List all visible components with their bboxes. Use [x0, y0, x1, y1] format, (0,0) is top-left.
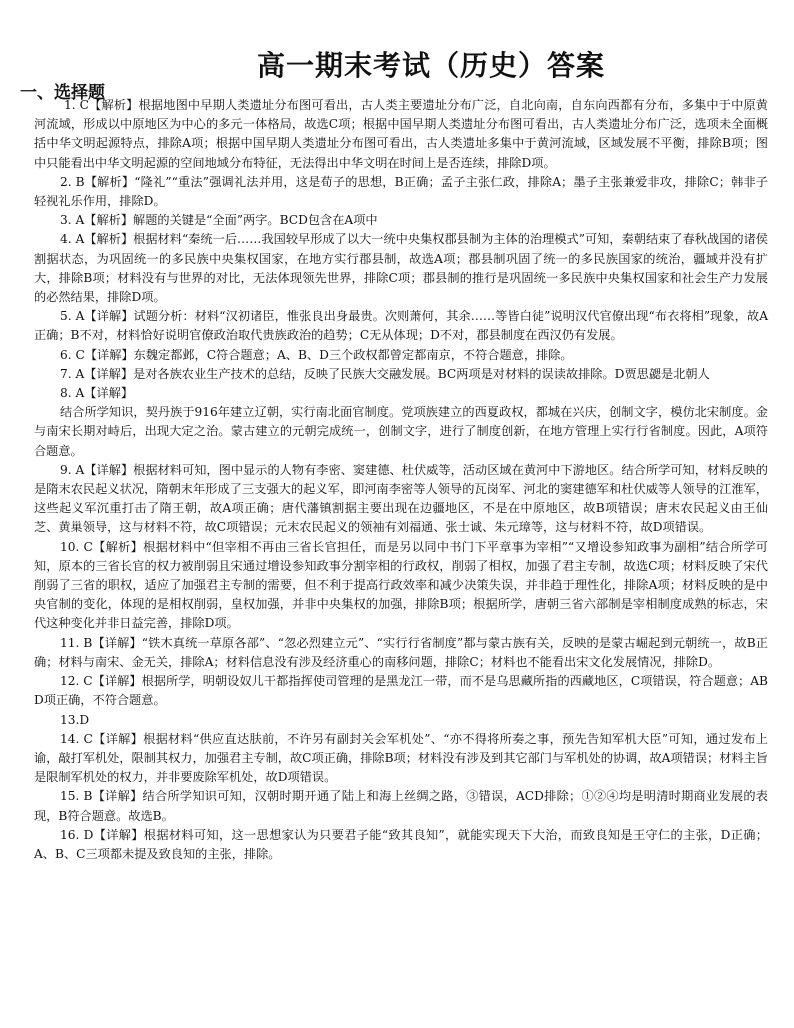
- answer-item-7: 7. A【详解】是对各族农业生产技术的总结，反映了民族大交融发展。BC两项是对材料的误读故排除。D贾思勰是北朝人: [60, 366, 710, 381]
- answer-item-14: 14. C【详解】根据材料“供应直达肤前，不许另有副封关会军机处”、“亦不得将所奏之事，预先告知军机大臣”可知，通过发布上谕，敲打军机处，限制其权力，加强君主专制，故C项正确，排除B项；材料没有涉及到其它部门与军机处的协调，故A项错误；材料主旨是限制军机处的权力，并非要废除军机处，故D项错误。: [34, 731, 768, 785]
- answer-item-16: 16. D【详解】根据材料可知，这一思想家认为只要君子能“致其良知”，就能实现天下大治，而致良知是王守仁的主张，D正确；A、B、C三项都未提及致良知的主张，排除。: [34, 827, 768, 861]
- answer-item-3: 3. A【解析】解题的关键是“全面”两字。BCD包含在A项中: [60, 213, 378, 228]
- answer-item-15: 15. B【详解】结合所学知识可知，汉朝时期开通了陆上和海上丝绸之路，③错误，ACD排除；①②④均是明清时期商业发展的表现，B符合题意。故选B。: [34, 789, 768, 823]
- page-title: 高一期末考试（历史）答案: [256, 49, 605, 82]
- answer-item-8-detail: 结合所学知识，契丹族于916年建立辽朝，实行南北面官制度。党项族建立的西夏政权，都城在兴庆，创制文字，模仿北宋制度。金与南宋长期对峙后，出现大定之治。蒙古建立的元朝完成统一，创制文字，进行了制度创新，在地方管理上实行行省制度。因此，A项符合题意。: [34, 405, 768, 458]
- answer-item-9: 9. A【详解】根据材料可知，图中显示的人物有李密、窦建德、杜伏威等，活动区域在黄河中下游地区。结合所学可知，材料反映的是隋末农民起义状况，隋朝末年形成了三支强大的起义军，即河南李密等人领导的瓦岗军、河北的窦建德军和杜伏威等人领导的江淮军，这些起义军沉重打击了隋王朝，故A项正确；唐代藩镇割据主要出现在边疆地区，不是在中原地区，故B项错误；唐末农民起义由王仙芝、黄巢领导，这与材料不符，故C项错误；元末农民起义的领袖有刘福通、张士诚、朱元璋等，这与材料不符，故D项错误。: [34, 462, 768, 535]
- answer-item-1: 1. C【解析】根据地图中早期人类遗址分布图可看出，古人类主要遗址分布广泛，自北向南，自东向西都有分布，多集中于中原黄河流域，形成以中原地区为中心的多元一体格局，故选C项；根据中国早期人类遗址分布图可看出，古人类遗址分布广泛，选项未全面概括中华文明起源特点，排除A项；根据中国早期人类遗址分布图可看出，古人类遗址多集中于黄河流域，区域发展不平衡，排除B项；图中只能看出中华文明起源的空间地域分布特征，无法得出中华文明在时间上是否连续，排除D项。: [34, 98, 768, 170]
- answer-item-10: 10. C【解析】根据材料中“但宰相不再由三省长官担任，而是另以同中书门下平章事为宰相”“又增设参知政事为副相”结合所学可知，原本的三省长官的权力被削弱且宋通过增设参知政事分割宰相的行政权，削弱了相权，加强了君主专制，故选C项；材料反映了宋代削弱了三省的职权，适应了加强君主专制的需要，但不利于提高行政效率和减少决策失误，并非趋于理性化，排除A项；材料反映的是中央官制的变化，体现的是相权削弱，皇权加强，并非中央集权的加强，排除B项；根据所学，唐朝三省六部制是宰相制度成熟的标志，宋代这种变化并非日益完善，排除D项。: [34, 539, 768, 631]
- answer-item-5: 5. A【详解】试题分析：材料“汉初诸臣，惟张良出身最贵。次则萧何，其余……等皆白徒”说明汉代官僚出现“布衣将相”现象，故A正确；B不对，材料恰好说明官僚政治取代贵族政治的趋势；C无从体现；D不对，郡县制度在西汉仍有发展。: [34, 309, 768, 343]
- answer-item-12: 12. C【详解】根据所学，明朝设奴儿干都指挥使司管理的是黑龙江一带，而不是乌思藏所指的西藏地区，C项错误，符合题意；ABD项正确，不符合题意。: [34, 674, 768, 708]
- answer-item-8: 8. A【详解】: [60, 386, 134, 401]
- answer-item-2: 2. B【解析】“隆礼”“重法”强调礼法并用，这是荀子的思想，B正确；孟子主张仁政，排除A；墨子主张兼爱非攻，排除C；韩非子轻视礼乐作用，排除D。: [34, 174, 768, 209]
- answer-item-13: 13.D: [60, 712, 90, 727]
- section-heading: 一、选择题: [20, 83, 105, 103]
- answer-item-6: 6. C【详解】东魏定都邺，C符合题意；A、B、D三个政权都曾定都南京，不符合题意，排除。: [60, 347, 573, 362]
- answer-list: [34, 96, 768, 864]
- answer-item-11: 11. B【详解】“铁木真统一草原各部”、“忽必烈建立元”、“实行行省制度”都与蒙古族有关，反映的是蒙古崛起到元朝统一，故B正确；材料与南宋、金无关，排除A；材料信息没有涉及经济重心的南移问题，排除C；材料也不能看出宋文化发展情况，排除D。: [34, 635, 768, 669]
- answer-item-4: 4. A【解析】根据材料“秦统一后……我国较早形成了以大一统中央集权郡县制为主体的治理模式”可知，秦朝结束了春秋战国的诸侯割据状态，为巩固统一的多民族中央集权国家，在地方实行郡县制，故选A项；郡县制巩固了统一的多民族国家的统治，疆域并没有扩大，排除B项；材料没有与世界的对比，无法体现领先世界，排除C项；郡县制的推行是巩固统一多民族中央集权国家和社会生产力发展的必然结果，排除D项。: [34, 232, 768, 305]
